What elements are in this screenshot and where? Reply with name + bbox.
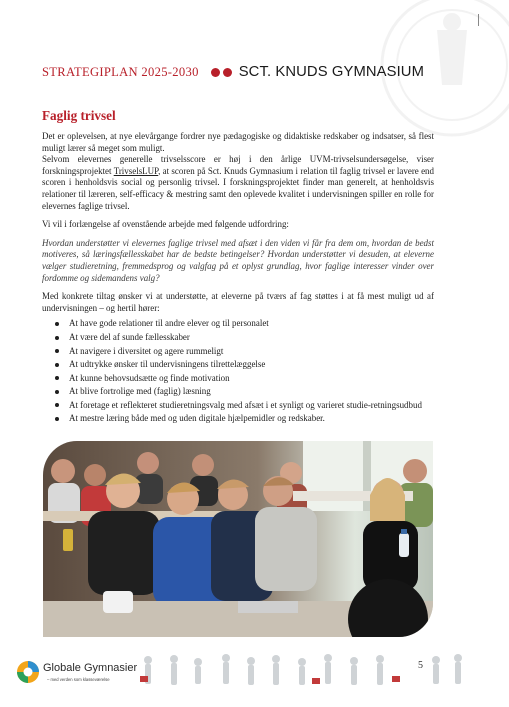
- globale-gymnasier-logo: [16, 658, 136, 688]
- main-content: [42, 108, 434, 427]
- challenge-intro: Vi vil i forlængelse af ovenstående arbejde med følgende udfordring:: [42, 219, 289, 230]
- list-item: At udtrykke ønsker til undervisningens tilrettelæggelse: [67, 359, 434, 370]
- document-title: STRATEGIPLAN 2025-2030: [42, 64, 199, 79]
- measures-intro: Med konkrete tiltag ønsker vi at understøtte, at eleverne på tværs af fag støttes i at få mest muligt ud af undervisningen – og hertil hører:: [42, 291, 434, 313]
- corner-mark: [478, 14, 479, 26]
- list-item: At være del af sunde fællesskaber: [67, 332, 434, 343]
- goals-list: [42, 318, 434, 425]
- challenge-question: Hvordan understøtter vi elevernes faglige trivsel med afsæt i den viden vi får fra dem om, hvordan de bedst motiveres, så læringsfællesskabet har de bedste betingelser? Hvordan understøtter vi desuden, at eleverne vælger studieretning, fremmedsprog og valgfag på et oplyst grundlag, hvor faglige interesser vinder over fordomme og sidemandens valg?: [42, 237, 434, 283]
- logo-subtitle: – med verden som klasseværelse: [47, 677, 110, 682]
- intro-paragraph: Det er oplevelsen, at nye elevårgange fordrer nye pædagogiske og didaktiske redskaber og indsatser, så flest muligt lærer så meget som muligt.: [42, 131, 434, 153]
- list-item: At blive fortrolige med (faglig) læsning: [67, 386, 434, 397]
- page-header: [42, 62, 472, 82]
- trivselslup-link[interactable]: TrivselsLUP: [113, 165, 159, 176]
- research-paragraph: [42, 154, 434, 212]
- school-name: SCT. KNUDS GYMNASIUM: [238, 64, 425, 80]
- section-title: Faglig trivsel: [42, 108, 116, 123]
- classroom-photo: [43, 441, 433, 637]
- list-item: At kunne behovsudsætte og finde motivation: [67, 373, 434, 384]
- list-item: At foretage et reflekteret studieretningsvalg med afsæt i et synligt og varieret studie-retningsudbud: [67, 400, 434, 411]
- list-item: At have gode relationer til andre elever og til personalet: [67, 318, 434, 329]
- red-dot-icon: [211, 68, 220, 77]
- page-number: 5: [418, 660, 423, 671]
- red-dot-icon: [223, 68, 232, 77]
- list-item: At mestre læring både med og uden digitale hjælpemidler og redskaber.: [67, 413, 434, 424]
- header-dots: [211, 68, 232, 77]
- research-text-b: , at scoren på Sct. Knuds Gymnasium i relation til faglig trivsel er lavere end scoren i henholdsvis social og personlig trivsel. I forskningsprojektet finder man generelt, at henholdsvis relationer til læreren, self-efficacy & mestring samt den oplevede kvalitet i undervisningen spiller en rolle for elevernes faglige trivsel.: [42, 165, 434, 211]
- logo-title: Globale Gymnasier: [43, 662, 138, 674]
- research-text-a: Selvom elevernes generelle trivselsscore er høj i den årlige UVM-trivselsundersøgelse, viser forskningsprojektet: [42, 154, 434, 176]
- globe-logo-icon: [16, 660, 40, 684]
- list-item: At navigere i diversitet og agere rummeligt: [67, 346, 434, 357]
- people-silhouettes-decoration: [136, 650, 466, 692]
